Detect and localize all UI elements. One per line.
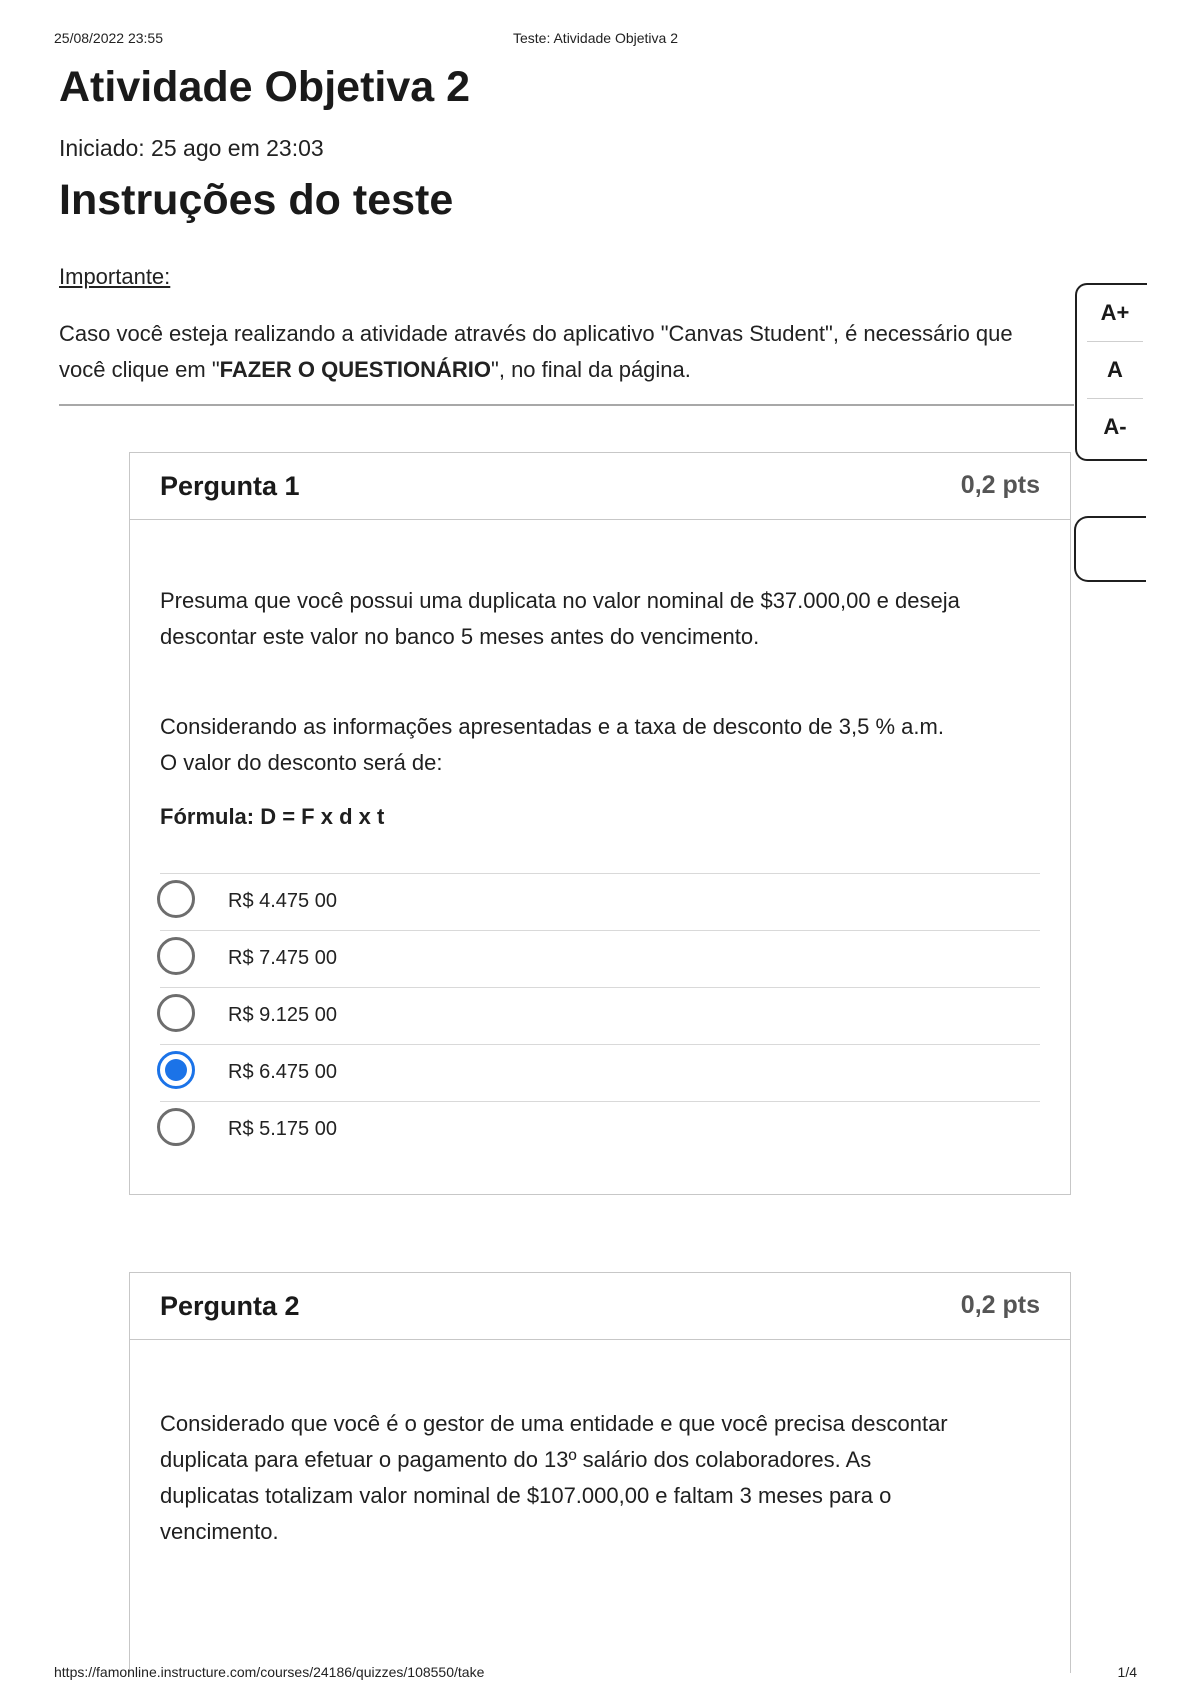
answer-option[interactable] (160, 873, 1040, 930)
radio-button[interactable] (157, 937, 195, 975)
radio-button[interactable] (157, 880, 195, 918)
question-text-line: Considerando as informações apresentadas e a taxa de desconto de 3,5 % a.m. (160, 714, 944, 739)
question-points: 0,2 pts (960, 471, 1040, 499)
font-decrease-button[interactable]: A- (1103, 414, 1127, 439)
print-date: 25/08/2022 23:55 (54, 30, 163, 46)
answer-label: R$ 5.175 00 (228, 1118, 337, 1140)
question-text-line: Considerado que você é o gestor de uma entidade e que você precisa descontar (160, 1411, 948, 1436)
question-title: Pergunta 2 (160, 1291, 300, 1321)
instructions-line-2 (59, 352, 1079, 388)
page-title: Atividade Objetiva 2 (59, 63, 471, 111)
answer-option[interactable] (160, 930, 1040, 987)
answer-label: R$ 9.125 00 (228, 1004, 337, 1026)
radio-button[interactable] (157, 1108, 195, 1146)
answer-list (160, 873, 1040, 1158)
question-title: Pergunta 1 (160, 471, 300, 501)
question-1 (129, 452, 1071, 1195)
instructions-line-1: Caso você esteja realizando a atividade através do aplicativo "Canvas Student", é necessário que (59, 321, 1013, 346)
instructions-line-2-post: ", no final da página. (491, 357, 691, 382)
started-time: Iniciado: 25 ago em 23:03 (59, 135, 324, 161)
answer-option[interactable] (160, 987, 1040, 1044)
font-increase-button[interactable]: A+ (1087, 285, 1143, 342)
question-2 (129, 1272, 1071, 1673)
question-body (130, 1406, 1070, 1550)
question-header (130, 1273, 1070, 1340)
radio-button-selected[interactable] (157, 1051, 195, 1089)
print-url: https://famonline.instructure.com/courses/24186/quizzes/108550/take (54, 1664, 485, 1680)
question-body (130, 583, 1070, 1158)
instructions-text (59, 316, 1079, 388)
question-text-line: Presuma que você possui uma duplicata no valor nominal de $37.000,00 e deseja (160, 588, 960, 613)
question-text-line: duplicata para efetuar o pagamento do 13º salário dos colaboradores. As (160, 1447, 872, 1472)
question-text-line: descontar este valor no banco 5 meses antes do vencimento. (160, 624, 760, 649)
answer-label: R$ 6.475 00 (228, 1061, 337, 1083)
formula-text: Fórmula: D = F x d x t (160, 804, 385, 829)
answer-label: R$ 4.475 00 (228, 890, 337, 912)
font-normal-button[interactable]: A (1087, 342, 1143, 399)
print-title: Teste: Atividade Objetiva 2 (513, 30, 678, 46)
side-panel-tab[interactable] (1074, 516, 1146, 582)
answer-option[interactable] (160, 1101, 1040, 1158)
important-label: Importante: (59, 264, 171, 289)
question-header (130, 453, 1070, 520)
font-size-toolbar (1075, 283, 1147, 461)
answer-label: R$ 7.475 00 (228, 947, 337, 969)
question-text-line: O valor do desconto será de: (160, 750, 443, 775)
question-text-line: vencimento. (160, 1519, 279, 1544)
answer-option-selected[interactable] (160, 1044, 1040, 1101)
page-number: 1/4 (1117, 1664, 1137, 1680)
section-divider (59, 404, 1074, 406)
instructions-heading: Instruções do teste (59, 176, 454, 224)
question-text-line: duplicatas totalizam valor nominal de $107.000,00 e faltam 3 meses para o (160, 1483, 892, 1508)
instructions-line-2-pre: você clique em " (59, 357, 220, 382)
question-points: 0,2 pts (960, 1291, 1040, 1319)
radio-button[interactable] (157, 994, 195, 1032)
fazer-questionario-text: FAZER O QUESTIONÁRIO (219, 357, 492, 382)
